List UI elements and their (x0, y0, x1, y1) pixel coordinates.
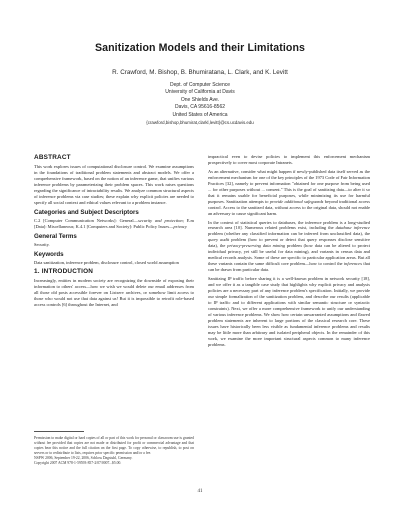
right-paragraph-4: Sanitizing IP traffic before sharing it is a well-known problem in network security [18], and we offer it as a tangible case study that highlights why explicit privacy and analysis policies are a necessary part of any inference problem's specification. Initially, we provide our simple formalization of the sanitization problem, and describe our results (applicable to IP traffic and to different applications with similar semantic structure or syntactic constraints). Next, we offer a more comprehensive framework to unify our understanding of various inference problems. We show how certain unwarranted assumptions and flawed problem statements are inherent to large portions of the classical research core. These issues have historically been less visible as fundamental inference problems and results may be little more than arbitrary and isolated peripheral objects. In the remainder of this work, we examine the more important structural aspects common to many inference problems. (208, 276, 370, 347)
right-paragraph-2: As an alternative, consider what might happen if newly-published data itself served as the enforcement mechanism for one of the key principles of the 1973 Code of Fair Information Practices [32], namely to prevent information "obtained for one purpose from being used ... for other purposes without ... consent." This is the goal of sanitizing data—to alter it so that it remains usable for beneficial purposes, while minimizing its use for harmful purposes. Sanitization attempts to provide additional safeguards beyond traditional access control. Access to the sanitized data, without access to the original data, should not enable an adversary to cause significant harm. (208, 168, 370, 216)
author-emails: {crawford,bishop,bhumirat,clarkl,levitt}@cs.ucdavis.edu (146, 120, 254, 126)
affiliation-address-1: One Shields Ave. (180, 96, 220, 103)
general-terms-text: Security. (34, 241, 50, 247)
abstract-heading: ABSTRACT (34, 154, 71, 161)
general-terms-heading: General Terms (34, 232, 77, 240)
right-paragraph-1: impractical even to devise policies to implement this enforcement mechanism prospectively to cover most corporate Intranets. (208, 154, 370, 165)
paper-title: Sanitization Models and their Limitations (94, 42, 306, 54)
author-list: R. Crawford, M. Bishop, B. Bhumiratana, L. Clark, and K. Levitt (112, 69, 288, 76)
abstract-text: This work explores issues of computational disclosure control. We examine assumptions in the foundations of traditional problem statements and abstract models. We offer a comprehensive framework, based on the notion of an inference game, that unifies various inference problems by parameterizing their problem spaces. This work raises questions regarding the significance of intractability results. We analyze common structural aspects of inference problems via case studies; these explain why explicit policies are needed to specify all social context and ethical values relevant to a problem instance. (34, 164, 194, 205)
introduction-text: Increasingly, entities in modern society are recognizing the downside of exposing their information to others' access—how we wish we would delete our email addresses from all those old posts accessible forever on Listserv archives, or somehow limit access to those who would not use that data against us! But it is impossible to retrofit role-based access controls [6] throughout the Internet, and (34, 278, 194, 308)
affiliation-address-2: Davis, CA 95616-8562 (174, 104, 226, 111)
copyright-footnote: Permission to make digital or hard copies of all or part of this work for personal or classroom use is granted without fee provided that copies are not made or distributed for profit or commercial advantage and that copies bear this notice and the full citation on the first page. To copy otherwise, to republish, to post on servers or to redistribute to lists, requires prior specific permission and/or a fee. NSPW 2006, September 19-22, 2006, Schloss Dagstuhl, Germany. Copyright 2007 ACM 978-1-59593-857-2/07/0007...$5.00. (34, 436, 194, 466)
affiliation-dept: Dept. of Computer Science (169, 82, 231, 88)
categories-text: C.2 [Computer Communication Networks]: General—security and protection; E.m [Data]: Miscellaneous; K.4.1 [Computers and Society]: Public Policy Issues—privacy (34, 217, 194, 229)
right-column (208, 154, 370, 351)
keywords-heading: Keywords (34, 250, 64, 258)
affiliation-university: University of California at Davis (165, 89, 235, 96)
page-number: 41 (197, 489, 203, 494)
affiliation-block (0, 82, 400, 126)
introduction-heading: 1. INTRODUCTION (34, 268, 94, 276)
affiliation-country: United States of America (172, 111, 228, 118)
right-paragraph-3: In the context of statistical queries to databases, the inference problem is a long-studied research area [10]. Numerous related problems exist, including the database inference problem (whether any classified information can be inferred from unclassified data), the query audit problem (how to prevent or detect that query responses disclose sensitive data), the privacy-preserving data mining problem (how data can be altered to protect individual privacy, yet still be useful for data mining), and variants in census data and medical records analysis. Some of these are specific to particular application areas. But all these variants contain the same difficult core problem—how to control the inferences that can be drawn from particular data. (208, 219, 370, 273)
keywords-text: Data sanitization, inference problem, disclosure control, closed world assumption (34, 259, 179, 265)
footnote-rule (34, 431, 84, 432)
left-column (34, 154, 194, 311)
categories-heading: Categories and Subject Descriptors (34, 208, 139, 216)
